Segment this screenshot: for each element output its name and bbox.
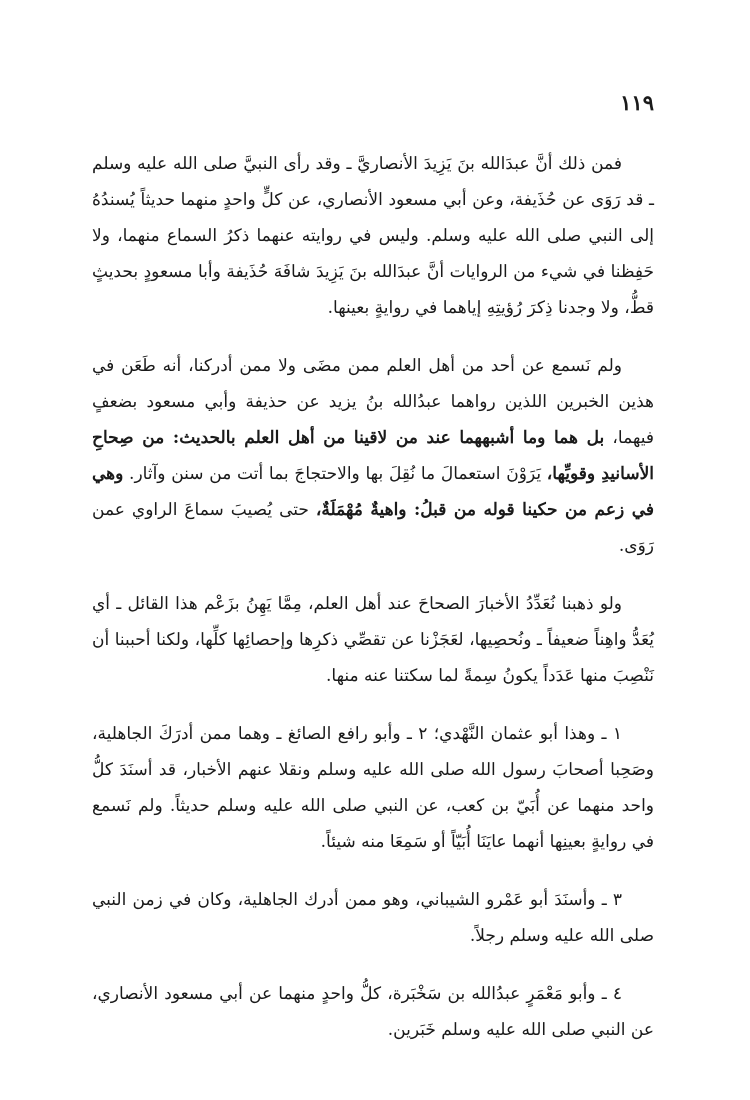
text-segment: ١ ـ وهذا أبو عثمان النَّهْدي؛ ٢ ـ وأبو رافع الصائغ ـ وهما ممن أدرَكَ الجاهلية، وصَحِبا أصحابَ رسول الله صلى الله عليه وسلم ونقلا عنهم الأخبار، قد أسنَدَ كلُّ واحد منهما عن أُبَيّ بن كعب، عن النبي صلى الله عليه وسلم حديثاً. ولم نَسمع في روايةٍ بعينِها أنهما عايَنَا أُبَيّاً أو سَمِعَا منه شيئاً.: [92, 724, 654, 852]
text-segment: ولو ذهبنا نُعَدِّدُ الأخبارَ الصحاحَ عند أهل العلم، مِمَّا يَهِنُ بزَعْم هذا القائل ـ أي يُعَدُّ واهِناً ضعيفاً ـ ونُحصِيها، لعَجَزْنا عن تقصِّي ذكرِها وإحصائِها كلِّها، ولكنا أحببنا أن نَنْصِبَ منها عَدَداً يكونُ سِمةً لما سكتنا عنه منها.: [92, 594, 654, 686]
text-segment: ولم نَسمع عن أحد من أهل العلم ممن مضَى ولا ممن أدركنا، أنه طَعَن في هذين الخبرين اللذين رواهما عبدُالله بنُ يزيد عن حذيفة وأبي مسعود بضعفٍ فيهما،: [92, 356, 654, 448]
text-segment: يَرَوْنَ استعمالَ ما نُقِلَ بها والاحتجاجَ بما أتت من سنن وآثار.: [123, 464, 547, 484]
paragraph-p5: [92, 882, 654, 954]
paragraph-p2: [92, 348, 654, 564]
bold-text-segment: وهي في زعم من حكينا قوله من قبلُ: واهيةٌ مُهْمَلَةٌ،: [92, 464, 654, 520]
body-text: [92, 146, 654, 1048]
text-segment: ٤ ـ وأبو مَعْمَرٍ عبدُالله بن سَخْبَرة، كلُّ واحدٍ منهما عن أبي مسعود الأنصاري، عن النبي صلى الله عليه وسلم خَبَرين.: [92, 984, 654, 1040]
bold-text-segment: بل هما وما أشبههما عند من لاقينا من أهل العلم بالحديث: من صِحاحِ الأسانيدِ وقويِّها،: [92, 428, 654, 484]
page-number: ١١٩: [620, 90, 654, 115]
text-segment: حتى يُصيبَ سماعَ الراوي عمن رَوَى.: [92, 500, 654, 556]
paragraph-p4: [92, 716, 654, 860]
paragraph-p3: [92, 586, 654, 694]
paragraph-p6: [92, 976, 654, 1048]
text-segment: ٣ ـ وأسنَدَ أبو عَمْرو الشيباني، وهو ممن أدرك الجاهلية، وكان في زمن النبي صلى الله عليه وسلم رجلاً.: [92, 890, 654, 946]
paragraph-p1: [92, 146, 654, 326]
text-segment: فمن ذلك أنَّ عبدَالله بنَ يَزِيدَ الأنصاريَّ ـ وقد رأى النبيَّ صلى الله عليه وسلم ـ قد رَوَى عن حُذَيفة، وعن أبي مسعود الأنصاري، عن كلٍّ واحدٍ منهما حديثاً يُسندُهُ إلى النبي صلى الله عليه وسلم. وليس في روايته عنهما ذكرُ السماع منهما، ولا حَفِظنا في شيء من الروايات أنَّ عبدَالله بنَ يَزِيدَ شافَهَ حُذَيفة وأبا مسعودٍ بحديثٍ قطُّ، ولا وجدنا ذِكرَ رُؤيتِهِ إياهما في روايةٍ بعينها.: [92, 154, 654, 318]
